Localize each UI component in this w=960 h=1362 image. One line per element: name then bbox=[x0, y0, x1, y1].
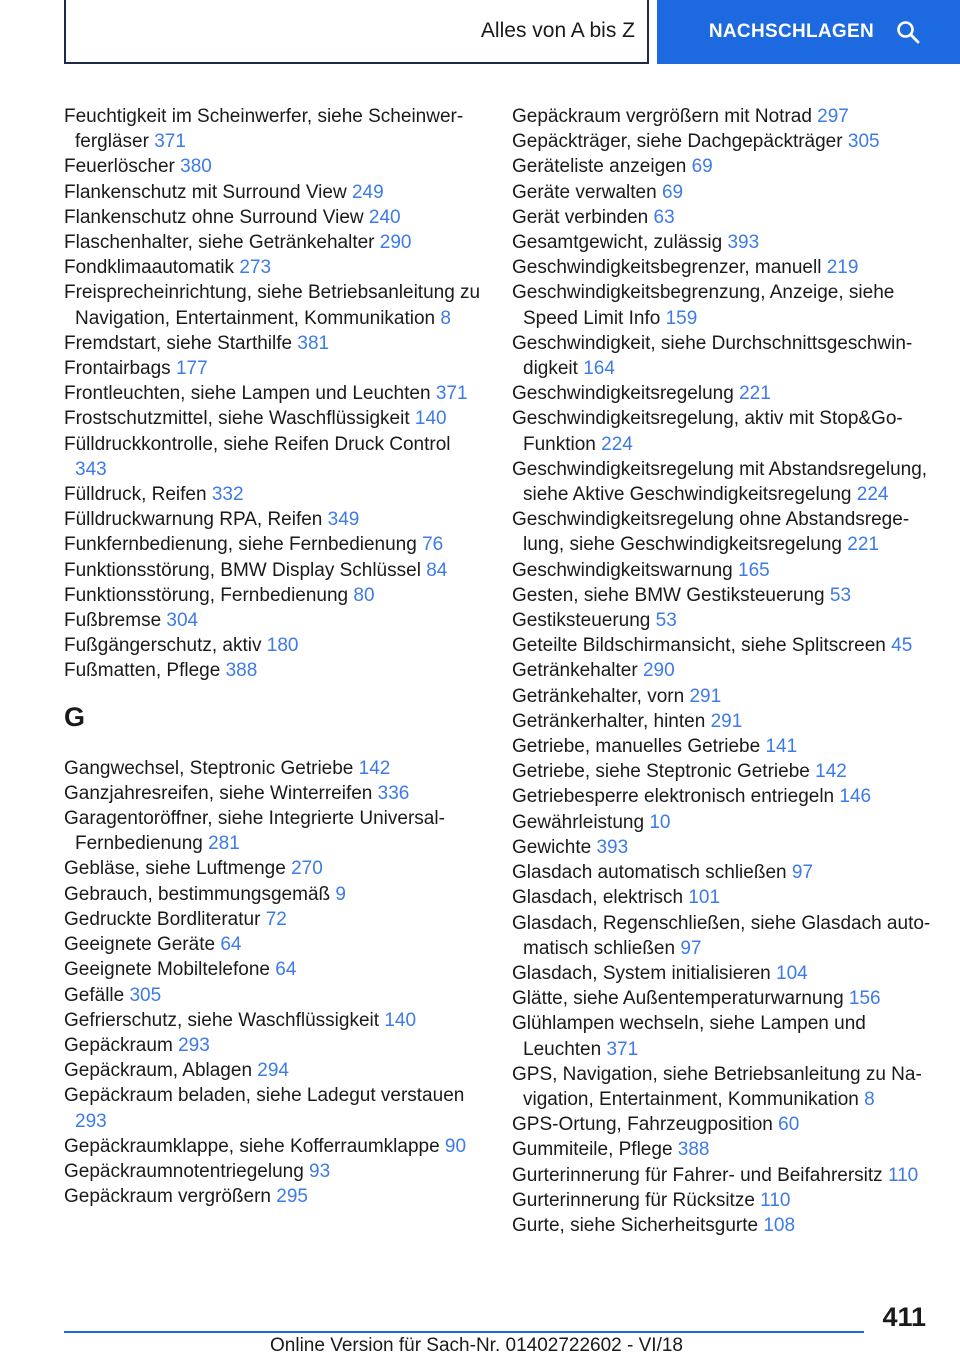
page-link[interactable]: 72 bbox=[265, 908, 287, 930]
page-link[interactable]: 93 bbox=[309, 1160, 331, 1182]
entry-text: Gesten, siehe BMW Gestiksteuerung bbox=[512, 584, 825, 606]
page-link[interactable]: 64 bbox=[275, 959, 297, 981]
index-entry bbox=[64, 230, 484, 255]
index-entry bbox=[64, 381, 484, 406]
page-number: 411 bbox=[882, 1302, 926, 1332]
index-entry bbox=[512, 633, 932, 658]
entry-text: Gepäckraumnotentriegelung bbox=[64, 1160, 304, 1182]
entry-text: Gerät verbinden bbox=[512, 206, 649, 228]
page-link[interactable]: 221 bbox=[847, 534, 879, 556]
page-link[interactable]: 221 bbox=[739, 383, 771, 405]
page-link[interactable]: 293 bbox=[75, 1110, 107, 1132]
index-entry bbox=[512, 784, 932, 809]
entry-text: Geteilte Bildschirmansicht, siehe Splitscreen bbox=[512, 635, 886, 657]
entry-text: Fußmatten, Pflege bbox=[64, 660, 221, 682]
entry-text: Getränkerhalter, hinten bbox=[512, 710, 706, 732]
page-link[interactable]: 291 bbox=[689, 685, 722, 707]
page-link[interactable]: 294 bbox=[257, 1060, 289, 1082]
page-link[interactable]: 273 bbox=[239, 257, 272, 279]
entry-text: Funkfernbedienung, siehe Fernbedienung bbox=[64, 534, 417, 556]
index-entry bbox=[64, 1083, 484, 1133]
index-column-left bbox=[64, 104, 484, 1209]
entry-text: Geschwindigkeitsbegrenzer, manuell bbox=[512, 257, 822, 279]
entry-text: Flankenschutz ohne Surround View bbox=[64, 206, 364, 228]
page-link[interactable]: 142 bbox=[358, 757, 391, 779]
index-entry bbox=[64, 482, 484, 507]
index-list-g bbox=[64, 756, 484, 1210]
index-entry bbox=[64, 781, 484, 806]
entry-text: Getränkehalter bbox=[512, 660, 638, 682]
entry-text: Funktionsstörung, Fernbedienung bbox=[64, 584, 349, 606]
index-entry bbox=[64, 406, 484, 431]
entry-text: Fülldruckwarnung RPA, Reifen bbox=[64, 509, 323, 531]
page-link[interactable]: 297 bbox=[817, 106, 849, 127]
page-link[interactable]: 142 bbox=[815, 761, 847, 783]
index-entry bbox=[64, 356, 484, 381]
index-entry bbox=[64, 1058, 484, 1083]
entry-text: Fußgängerschutz, aktiv bbox=[64, 635, 262, 657]
entry-text: Fülldruck, Reifen bbox=[64, 484, 207, 506]
index-entry bbox=[64, 583, 484, 608]
entry-text: Geschwindigkeitsregelung bbox=[512, 383, 734, 405]
page-link[interactable]: 224 bbox=[601, 433, 633, 455]
index-entry bbox=[64, 154, 484, 179]
entry-text: Gepäckraum vergrößern mit Notrad bbox=[512, 106, 812, 127]
index-entry bbox=[512, 507, 932, 557]
index-entry bbox=[64, 1033, 484, 1058]
index-column-right bbox=[512, 104, 932, 1238]
index-entry bbox=[512, 1137, 932, 1162]
index-entry bbox=[512, 860, 932, 885]
index-entry bbox=[512, 1213, 932, 1238]
index-entry bbox=[512, 1062, 932, 1112]
online-version-note: Online Version für Sach-Nr. 01402722602 - VI/18 bbox=[270, 1335, 683, 1356]
section-title: Alles von A bis Z bbox=[480, 19, 635, 42]
entry-text: Gestiksteuerung bbox=[512, 610, 651, 632]
index-entry bbox=[64, 205, 484, 230]
entry-text: Garagentoröffner, siehe Integrierte UniversalFernbedienung bbox=[64, 808, 445, 855]
section-letter: G bbox=[64, 701, 86, 732]
page-link[interactable]: 290 bbox=[379, 232, 412, 254]
page-link[interactable]: 146 bbox=[839, 786, 872, 808]
index-entry bbox=[512, 558, 932, 583]
page-link[interactable]: 371 bbox=[606, 1038, 639, 1060]
entry-text: Geschwindigkeitsregelung, aktiv mit Stop&Go-Funktion bbox=[512, 408, 903, 455]
index-entry bbox=[512, 154, 932, 179]
page-link[interactable]: 45 bbox=[891, 635, 913, 657]
entry-text: Gepäckraum beladen, siehe Ladegut verstauen bbox=[64, 1085, 465, 1107]
page-link[interactable]: 53 bbox=[829, 584, 852, 606]
index-entry bbox=[64, 658, 484, 683]
entry-text: Geräteliste anzeigen bbox=[512, 156, 687, 178]
entry-text: Getriebesperre elektronisch entriegeln bbox=[512, 786, 835, 808]
page-link[interactable]: 60 bbox=[778, 1114, 800, 1136]
search-icon[interactable] bbox=[896, 20, 920, 44]
page-link[interactable]: 305 bbox=[847, 131, 880, 153]
page-link[interactable]: 332 bbox=[211, 484, 244, 506]
entry-text: Glasdach, System initialisieren bbox=[512, 962, 771, 984]
index-entry bbox=[512, 406, 932, 456]
index-entry bbox=[64, 608, 484, 633]
index-entry bbox=[512, 911, 932, 961]
page-link[interactable]: 290 bbox=[642, 660, 675, 682]
page-link[interactable]: 97 bbox=[791, 862, 814, 884]
page-link[interactable]: 304 bbox=[166, 610, 199, 632]
index-entry bbox=[64, 907, 484, 932]
entry-text: Geschwindigkeitsregelung mit Abstandsregelung, siehe Aktive Geschwindigkeitsregelung bbox=[512, 458, 928, 506]
entry-text: Fülldruckkontrolle, siehe Reifen Druck Control bbox=[64, 433, 451, 455]
entry-text: Gepäckraum, Ablagen bbox=[64, 1060, 253, 1082]
entry-text: Funktionsstörung, BMW Display Schlüssel bbox=[64, 559, 421, 581]
page-link[interactable]: 90 bbox=[444, 1135, 467, 1157]
entry-text: Gefrierschutz, siehe Waschflüssigkeit bbox=[64, 1009, 380, 1031]
entry-text: Feuerlöscher bbox=[64, 156, 175, 178]
entry-text: Fondklimaautomatik bbox=[64, 257, 235, 279]
index-entry bbox=[64, 856, 484, 881]
page-link[interactable]: 381 bbox=[297, 332, 330, 354]
page-link[interactable]: 53 bbox=[655, 610, 677, 632]
entry-text: Gesamtgewicht, zulässig bbox=[512, 232, 723, 254]
index-entry bbox=[64, 104, 484, 154]
entry-text: Flaschenhalter, siehe Getränkehalter bbox=[64, 232, 375, 254]
entry-text: Feuchtigkeit im Scheinwerfer, siehe Scheinwerfergläser bbox=[64, 106, 464, 153]
tab-label: NACHSCHLAGEN bbox=[708, 21, 874, 42]
page-link[interactable]: 69 bbox=[661, 181, 684, 203]
entry-text: Gurterinnerung für Rücksitze bbox=[512, 1189, 755, 1211]
index-entry bbox=[512, 230, 932, 255]
entry-text: Gepäckraum vergrößern bbox=[64, 1186, 271, 1208]
entry-text: Gewährleistung bbox=[512, 811, 645, 833]
index-entry bbox=[512, 608, 932, 633]
page-link[interactable]: 8 bbox=[864, 1088, 875, 1110]
index-entry bbox=[64, 882, 484, 907]
index-entry bbox=[64, 432, 484, 482]
index-entry bbox=[64, 957, 484, 982]
index-entry bbox=[512, 1011, 932, 1061]
entry-text: Gepäckträger, siehe Dachgepäckträger bbox=[512, 131, 843, 153]
page-link[interactable]: 349 bbox=[327, 509, 360, 531]
entry-text: Gepäckraumklappe, siehe Kofferraumklappe bbox=[64, 1135, 440, 1157]
index-entry bbox=[512, 961, 932, 986]
index-entry bbox=[64, 532, 484, 557]
page-link[interactable]: 380 bbox=[180, 156, 212, 178]
index-entry bbox=[512, 205, 932, 230]
page-link[interactable]: 371 bbox=[435, 383, 468, 405]
index-entry bbox=[64, 756, 484, 781]
nachschlagen-tab[interactable] bbox=[657, 0, 960, 64]
page-link[interactable]: 69 bbox=[691, 156, 713, 178]
index-entry bbox=[64, 180, 484, 205]
page-link[interactable]: 219 bbox=[826, 257, 859, 279]
page-link[interactable]: 393 bbox=[727, 232, 760, 254]
index-entry bbox=[512, 835, 932, 860]
page-link[interactable]: 8 bbox=[440, 307, 451, 329]
page-link[interactable]: 293 bbox=[178, 1034, 210, 1056]
index-list-f bbox=[64, 104, 484, 684]
index-entry bbox=[512, 255, 932, 280]
page-link[interactable]: 249 bbox=[351, 181, 384, 203]
index-entry bbox=[512, 986, 932, 1011]
index-entry bbox=[512, 658, 932, 683]
page-link[interactable]: 291 bbox=[710, 710, 743, 732]
entry-text: Glätte, siehe Außentemperaturwarnung bbox=[512, 988, 844, 1010]
entry-text: Glühlampen wechseln, siehe Lampen und Leuchten bbox=[512, 1013, 866, 1060]
entry-text: Ganzjahresreifen, siehe Winterreifen bbox=[64, 782, 373, 804]
page-link[interactable]: 177 bbox=[175, 358, 208, 380]
entry-text: Geschwindigkeitsbegrenzung, Anzeige, siehe Speed Limit Info bbox=[512, 282, 895, 329]
page-link[interactable]: 305 bbox=[129, 984, 162, 1006]
page-link[interactable]: 159 bbox=[665, 307, 698, 329]
index-entry bbox=[64, 331, 484, 356]
entry-text: Gebläse, siehe Luftmenge bbox=[64, 858, 286, 880]
entry-text: Geschwindigkeit, siehe Durchschnittsgeschwindigkeit bbox=[512, 332, 913, 380]
index-entry bbox=[64, 932, 484, 957]
page-link[interactable]: 76 bbox=[422, 534, 444, 556]
entry-text: Fußbremse bbox=[64, 610, 162, 632]
page-link[interactable]: 10 bbox=[649, 811, 671, 833]
entry-text: Fremdstart, siehe Starthilfe bbox=[64, 332, 293, 354]
page-link[interactable]: 64 bbox=[220, 934, 242, 956]
entry-text: Gefälle bbox=[64, 984, 125, 1006]
page-link[interactable]: 336 bbox=[377, 782, 410, 804]
entry-text: Geeignete Mobiltelefone bbox=[64, 959, 270, 981]
entry-text: Gepäckraum bbox=[64, 1034, 173, 1056]
entry-text: Gurterinnerung für Fahrer- und Beifahrersitz bbox=[512, 1164, 883, 1186]
entry-text: Gebrauch, bestimmungsgemäß bbox=[64, 883, 331, 905]
page-link[interactable]: 108 bbox=[763, 1214, 796, 1236]
index-entry bbox=[512, 1112, 932, 1137]
page-link[interactable]: 371 bbox=[154, 131, 186, 153]
index-entry bbox=[512, 381, 932, 406]
page-link[interactable]: 165 bbox=[738, 559, 770, 581]
index-entry bbox=[512, 1188, 932, 1213]
page-link[interactable]: 180 bbox=[266, 635, 299, 657]
index-entry bbox=[512, 1163, 932, 1188]
index-entry bbox=[512, 280, 932, 330]
index-entry bbox=[512, 129, 932, 154]
entry-text: Frontleuchten, siehe Lampen und Leuchten bbox=[64, 383, 431, 405]
entry-text: Geräte verwalten bbox=[512, 181, 657, 203]
footer-divider bbox=[64, 1331, 864, 1333]
entry-text: Freisprecheinrichtung, siehe Betriebsanleitung zu Navigation, Entertainment, Kommunikation bbox=[64, 282, 481, 329]
page-link[interactable]: 63 bbox=[653, 206, 675, 228]
entry-text: Geeignete Geräte bbox=[64, 934, 216, 956]
index-entry bbox=[64, 507, 484, 532]
entry-text: Getränkehalter, vorn bbox=[512, 685, 685, 707]
entry-text: Getriebe, manuelles Getriebe bbox=[512, 736, 761, 758]
entry-text: Gangwechsel, Steptronic Getriebe bbox=[64, 757, 354, 779]
page-link[interactable]: 224 bbox=[856, 484, 889, 506]
entry-text: GPS, Navigation, siehe Betriebsanleitung zu Navigation, Entertainment, Kommunikation bbox=[512, 1063, 922, 1110]
page-link[interactable]: 240 bbox=[368, 206, 401, 228]
page-link[interactable]: 281 bbox=[208, 833, 240, 855]
index-entry bbox=[64, 1184, 484, 1209]
page-link[interactable]: 110 bbox=[760, 1189, 791, 1211]
index-entry bbox=[512, 684, 932, 709]
index-entry bbox=[512, 457, 932, 507]
index-entry bbox=[512, 180, 932, 205]
entry-text: Flankenschutz mit Surround View bbox=[64, 181, 347, 203]
entry-text: Frostschutzmittel, siehe Waschflüssigkeit bbox=[64, 408, 410, 430]
entry-text: Glasdach, Regenschließen, siehe Glasdach automatisch schließen bbox=[512, 912, 931, 959]
page-link[interactable]: 84 bbox=[426, 559, 448, 581]
section-header bbox=[64, 0, 649, 64]
index-entry bbox=[512, 331, 932, 381]
index-entry bbox=[64, 255, 484, 280]
page-link[interactable]: 141 bbox=[765, 736, 798, 758]
index-entry bbox=[64, 558, 484, 583]
entry-text: Getriebe, siehe Steptronic Getriebe bbox=[512, 761, 810, 783]
page-link[interactable]: 97 bbox=[680, 937, 702, 959]
page-link[interactable]: 393 bbox=[596, 836, 629, 858]
index-entry bbox=[64, 806, 484, 856]
index-entry bbox=[512, 810, 932, 835]
page-link[interactable]: 164 bbox=[583, 358, 615, 380]
index-entry bbox=[512, 583, 932, 608]
index-entry bbox=[64, 1134, 484, 1159]
index-entry bbox=[512, 709, 932, 734]
entry-text: Glasdach automatisch schließen bbox=[512, 862, 787, 884]
page-link[interactable]: 9 bbox=[335, 883, 346, 905]
page-link[interactable]: 140 bbox=[384, 1009, 417, 1031]
index-entry bbox=[512, 759, 932, 784]
index-entry bbox=[64, 983, 484, 1008]
index-entry bbox=[64, 1159, 484, 1184]
index-entry bbox=[64, 280, 484, 330]
entry-text: Geschwindigkeitsregelung ohne Abstandsregelung, siehe Geschwindigkeitsregelung bbox=[512, 509, 910, 556]
entry-text: GPS-Ortung, Fahrzeugposition bbox=[512, 1114, 773, 1136]
page-link[interactable]: 140 bbox=[414, 408, 447, 430]
entry-text: Geschwindigkeitswarnung bbox=[512, 559, 733, 581]
index-entry bbox=[512, 104, 932, 129]
index-list-g-continued bbox=[512, 104, 932, 1238]
entry-text: Gewichte bbox=[512, 836, 592, 858]
page-link[interactable]: 156 bbox=[848, 988, 881, 1010]
page-link[interactable]: 388 bbox=[225, 660, 258, 682]
page-link[interactable]: 270 bbox=[291, 858, 323, 880]
entry-text: Gurte, siehe Sicherheitsgurte bbox=[512, 1214, 759, 1236]
entry-text: Frontairbags bbox=[64, 358, 171, 380]
page-link[interactable]: 80 bbox=[353, 584, 375, 606]
page-link[interactable]: 295 bbox=[276, 1186, 308, 1208]
index-entry bbox=[512, 885, 932, 910]
entry-text: Glasdach, elektrisch bbox=[512, 887, 684, 909]
index-entry bbox=[64, 633, 484, 658]
page-link[interactable]: 110 bbox=[887, 1164, 919, 1186]
entry-text: Gedruckte Bordliteratur bbox=[64, 908, 261, 930]
index-entry bbox=[64, 1008, 484, 1033]
index-entry bbox=[512, 734, 932, 759]
page-link[interactable]: 388 bbox=[677, 1139, 710, 1161]
page-link[interactable]: 343 bbox=[75, 458, 107, 480]
entry-text: Gummiteile, Pflege bbox=[512, 1139, 673, 1161]
page-link[interactable]: 101 bbox=[688, 887, 721, 909]
page-link[interactable]: 104 bbox=[776, 962, 808, 984]
